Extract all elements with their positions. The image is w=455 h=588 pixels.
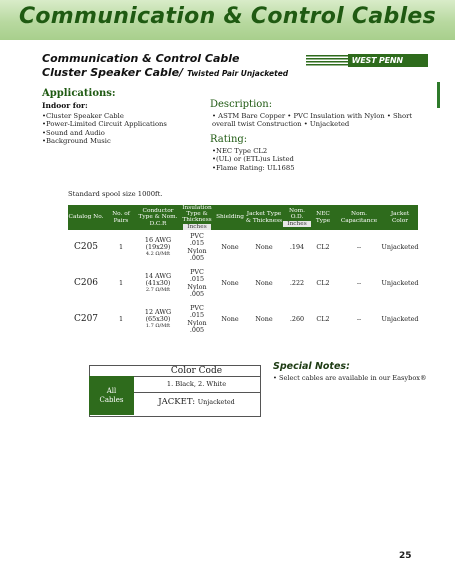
header-label: Conductor Type & Nom. D.C.R [138, 208, 178, 227]
header-label: Jacket Type & Thickness [245, 211, 283, 224]
spool-note: Standard spool size 1000ft. [68, 190, 163, 198]
page-title: Communication & Control Cables [18, 4, 437, 29]
table-row [68, 232, 418, 263]
insulation-line: .005 [189, 325, 205, 334]
insulation-line: PVC [190, 304, 204, 313]
list-item: • (UL) or (ETL)us Listed [212, 155, 295, 163]
page-number: 25 [399, 551, 412, 561]
cell-pairs: 1 [118, 242, 124, 251]
cell-catalog: C205 [73, 241, 99, 252]
logo-stripes [306, 55, 348, 66]
cell-conductor [138, 232, 178, 263]
conductor-strand: (41x30) [145, 278, 171, 287]
header-label: Insulation Type & Thickness [182, 204, 212, 223]
brand-logo [306, 54, 428, 78]
insulation-line: Nylon [187, 246, 207, 255]
cell-insulation [178, 232, 216, 263]
list-item: • Flame Rating: UL1685 [212, 164, 295, 172]
cell-jacket: None [255, 242, 273, 251]
conductor-awg: 14 AWG [144, 271, 172, 280]
cell-catalog: C207 [73, 313, 99, 324]
cell-shielding: None [221, 314, 239, 323]
color-code-jacket [134, 397, 259, 407]
insulation-line: .005 [189, 253, 205, 262]
rating-list [212, 147, 295, 172]
cell-capacitance: -- [356, 242, 362, 251]
header-nec [310, 205, 336, 230]
insulation-line: Nylon [187, 282, 207, 291]
cell-conductor [138, 268, 178, 299]
header-insulation [178, 205, 216, 230]
cell-color: Unjacketed [381, 242, 419, 251]
list-item: • Background Music [42, 137, 167, 145]
insulation-line: .015 [189, 275, 205, 284]
spec-table-header [68, 205, 418, 230]
applications-subheading: Indoor for: [42, 101, 88, 110]
applications-heading: Applications: [42, 88, 116, 99]
header-capacitance [336, 205, 382, 230]
table-row [68, 304, 418, 335]
header-label: Shielding [216, 214, 244, 221]
cell-od: .222 [289, 278, 305, 287]
conductor-dcr: 4.2 Ω/Mft [145, 251, 171, 258]
cell-od: .260 [289, 314, 305, 323]
header-unit: Inches [183, 224, 211, 230]
divider [134, 392, 260, 393]
color-code-colors: 1. Black, 2. White [166, 380, 227, 388]
header-unit: Inches [283, 221, 311, 227]
insulation-line: PVC [190, 232, 204, 241]
cell-nec: CL2 [316, 242, 330, 251]
cell-shielding: None [221, 242, 239, 251]
header-shielding [216, 205, 244, 230]
header-od [284, 205, 310, 230]
logo-text: WEST PENN WIRE [348, 54, 428, 67]
product-title: Communication & Control Cable [42, 52, 240, 65]
cell-nec: CL2 [316, 278, 330, 287]
header-label: Nom. Capacitance [340, 211, 378, 224]
jacket-label: JACKET: [158, 397, 196, 407]
list-item: • Sound and Audio [42, 129, 167, 137]
cell-color: Unjacketed [381, 314, 419, 323]
cell-insulation [178, 268, 216, 299]
color-code-scope [89, 376, 134, 415]
conductor-strand: (65x30) [145, 314, 171, 323]
cell-jacket: None [255, 278, 273, 287]
rating-heading: Rating: [210, 134, 248, 145]
header-label: Catalog No. [68, 214, 104, 221]
cell-jacket: None [255, 314, 273, 323]
header-label: No. of Pairs [112, 211, 130, 224]
scope-line: All [106, 386, 117, 395]
cell-conductor [138, 304, 178, 335]
conductor-strand: (19x29) [145, 242, 171, 251]
conductor-awg: 16 AWG [144, 235, 172, 244]
cell-nec: CL2 [316, 314, 330, 323]
cell-od: .194 [289, 242, 305, 251]
insulation-line: Nylon [187, 318, 207, 327]
cell-catalog: C206 [73, 277, 99, 288]
special-notes-text: • Select cables are available in our Easybox® [273, 374, 427, 382]
header-label: Jacket Color [390, 211, 410, 224]
divider [134, 376, 260, 377]
insulation-line: .005 [189, 289, 205, 298]
list-item: • NEC Type CL2 [212, 147, 295, 155]
color-code-title: Color Code [170, 366, 223, 376]
table-row [68, 268, 418, 299]
insulation-line: PVC [190, 268, 204, 277]
conductor-dcr: 2.7 Ω/Mft [145, 287, 171, 294]
insulation-line: .015 [189, 311, 205, 320]
cell-color: Unjacketed [381, 278, 419, 287]
jacket-value: Unjacketed [197, 398, 235, 406]
product-subtitle [42, 66, 288, 79]
cell-insulation [178, 304, 216, 335]
header-catalog [68, 205, 104, 230]
cell-capacitance: -- [356, 314, 362, 323]
side-accent-bar [437, 82, 440, 108]
cell-pairs: 1 [118, 314, 124, 323]
applications-list [42, 112, 167, 145]
description-text: • ASTM Bare Copper • PVC Insulation with Nylon • Short overall twist Construction • Unjacketed [212, 112, 413, 129]
header-color [382, 205, 418, 230]
list-item: • Power-Limited Circuit Applications [42, 120, 167, 128]
header-pairs [104, 205, 138, 230]
description-heading: Description: [210, 99, 273, 110]
conductor-awg: 12 AWG [144, 307, 172, 316]
cell-capacitance: -- [356, 278, 362, 287]
insulation-line: .015 [189, 239, 205, 248]
header-jacket [244, 205, 284, 230]
header-conductor [138, 205, 178, 230]
cell-shielding: None [221, 278, 239, 287]
product-subtitle-main: Cluster Speaker Cable/ [42, 66, 184, 79]
list-item: • Cluster Speaker Cable [42, 112, 167, 120]
scope-line: Cables [99, 395, 124, 404]
header-label: NEC Type [315, 211, 331, 224]
special-notes-heading: Special Notes: [273, 361, 350, 372]
header-label: Nom. O.D. [289, 207, 305, 220]
product-subtitle-note: Twisted Pair Unjacketed [187, 69, 289, 78]
conductor-dcr: 1.7 Ω/Mft [145, 323, 171, 330]
cell-pairs: 1 [118, 278, 124, 287]
